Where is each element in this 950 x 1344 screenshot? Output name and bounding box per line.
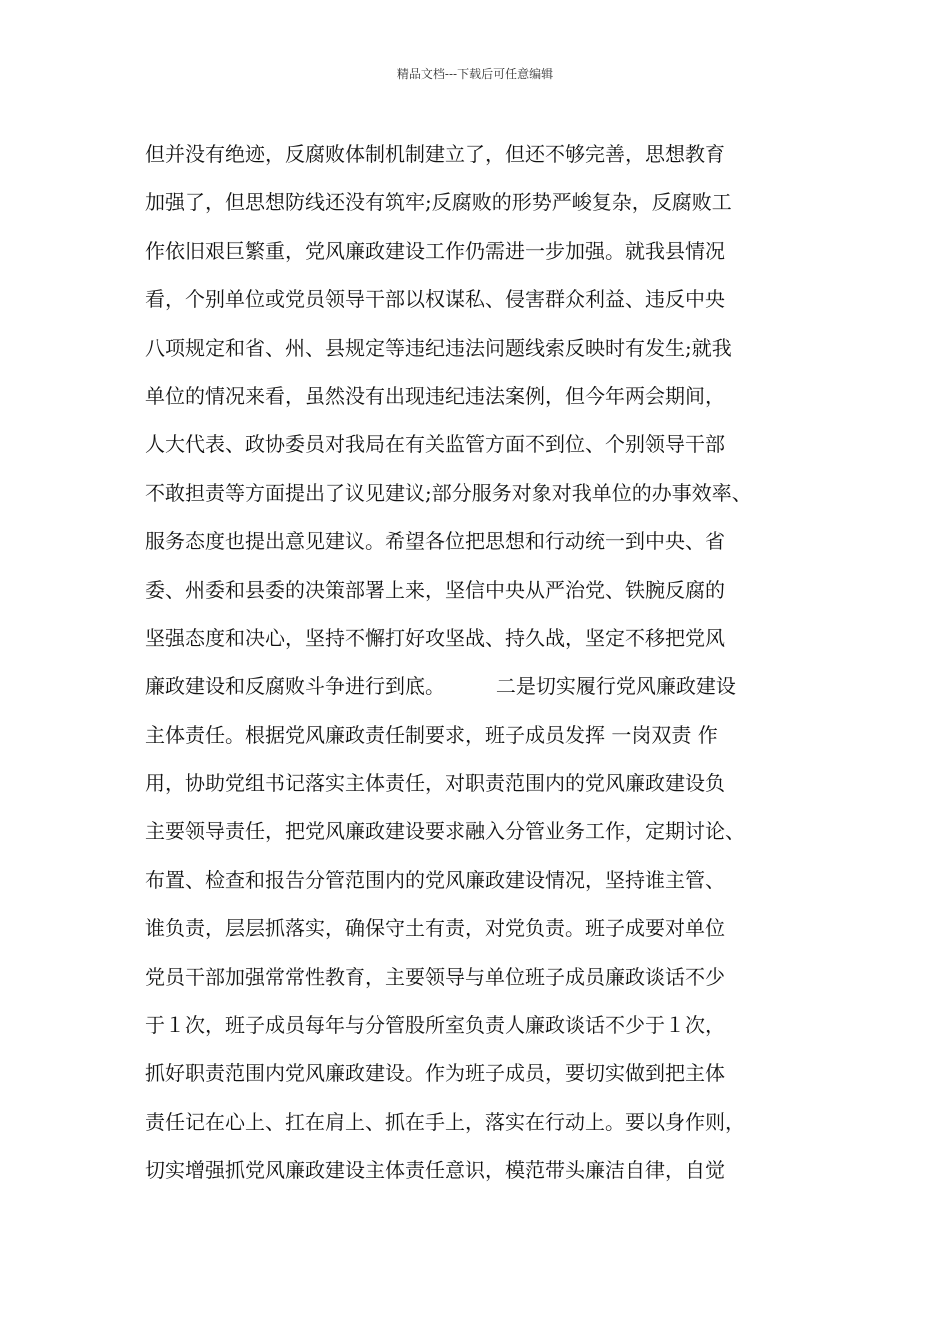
text-line: 但并没有绝迹，反腐败体制机制建立了，但还不够完善，思想教育 <box>145 142 725 166</box>
text-line: 不敢担责等方面提出了议见建议;部分服务对象对我单位的办事效率、 <box>145 480 752 505</box>
text-line: 人大代表、政协委员对我局在有关监管方面不到位、个别领导干部 <box>145 432 725 457</box>
text-line: 责任记在心上、扛在肩上、抓在手上，落实在行动上。要以身作则， <box>145 1109 745 1134</box>
text-line: 看，个别单位或党员领导干部以权谋私、侵害群众利益、违反中央 <box>145 287 725 312</box>
text-line: 委、州委和县委的决策部署上来，坚信中央从严治党、铁腕反腐的 <box>145 577 725 602</box>
text-line: 抓好职责范围内党风廉政建设。作为班子成员，要切实做到把主体 <box>145 1061 725 1086</box>
text-line: 廉政建设和反腐败斗争进行到底。 二是切实履行党风廉政建设 <box>145 674 736 699</box>
body-text <box>145 130 830 1195</box>
text-line: 服务态度也提出意见建议。希望各位把思想和行动统一到中央、省 <box>145 529 725 554</box>
text-line: 主要领导责任，把党风廉政建设要求融入分管业务工作，定期讨论、 <box>145 819 745 844</box>
text-line: 切实增强抓党风廉政建设主体责任意识，模范带头廉洁自律，自觉 <box>145 1158 725 1183</box>
text-line: 加强了，但思想防线还没有筑牢;反腐败的形势严峻复杂，反腐败工 <box>145 190 732 215</box>
text-line: 谁负责，层层抓落实，确保守土有责，对党负责。班子成要对单位 <box>145 916 725 941</box>
text-line: 用，协助党组书记落实主体责任，对职责范围内的党风廉政建设负 <box>145 771 725 796</box>
text-line: 布置、检查和报告分管范围内的党风廉政建设情况，坚持谁主管、 <box>145 867 725 892</box>
text-line: 党员干部加强常常性教育，主要领导与单位班子成员廉政谈话不少 <box>145 964 725 989</box>
page-header: 精品文档---下载后可任意编辑 <box>396 67 554 81</box>
text-line: 于１次，班子成员每年与分管股所室负责人廉政谈话不少于１次， <box>145 1013 725 1038</box>
text-line: 八项规定和省、州、县规定等违纪违法问题线索反映时有发生;就我 <box>145 335 732 360</box>
text-line: 坚强态度和决心，坚持不懈打好攻坚战、持久战，坚定不移把党风 <box>145 625 725 650</box>
text-line: 作依旧艰巨繁重，党风廉政建设工作仍需进一步加强。就我县情况 <box>145 238 725 263</box>
text-line: 主体责任。根据党风廉政责任制要求，班子成员发挥 一岗双责 作 <box>145 722 718 747</box>
text-line: 单位的情况来看，虽然没有出现违纪违法案例，但今年两会期间， <box>145 383 725 408</box>
